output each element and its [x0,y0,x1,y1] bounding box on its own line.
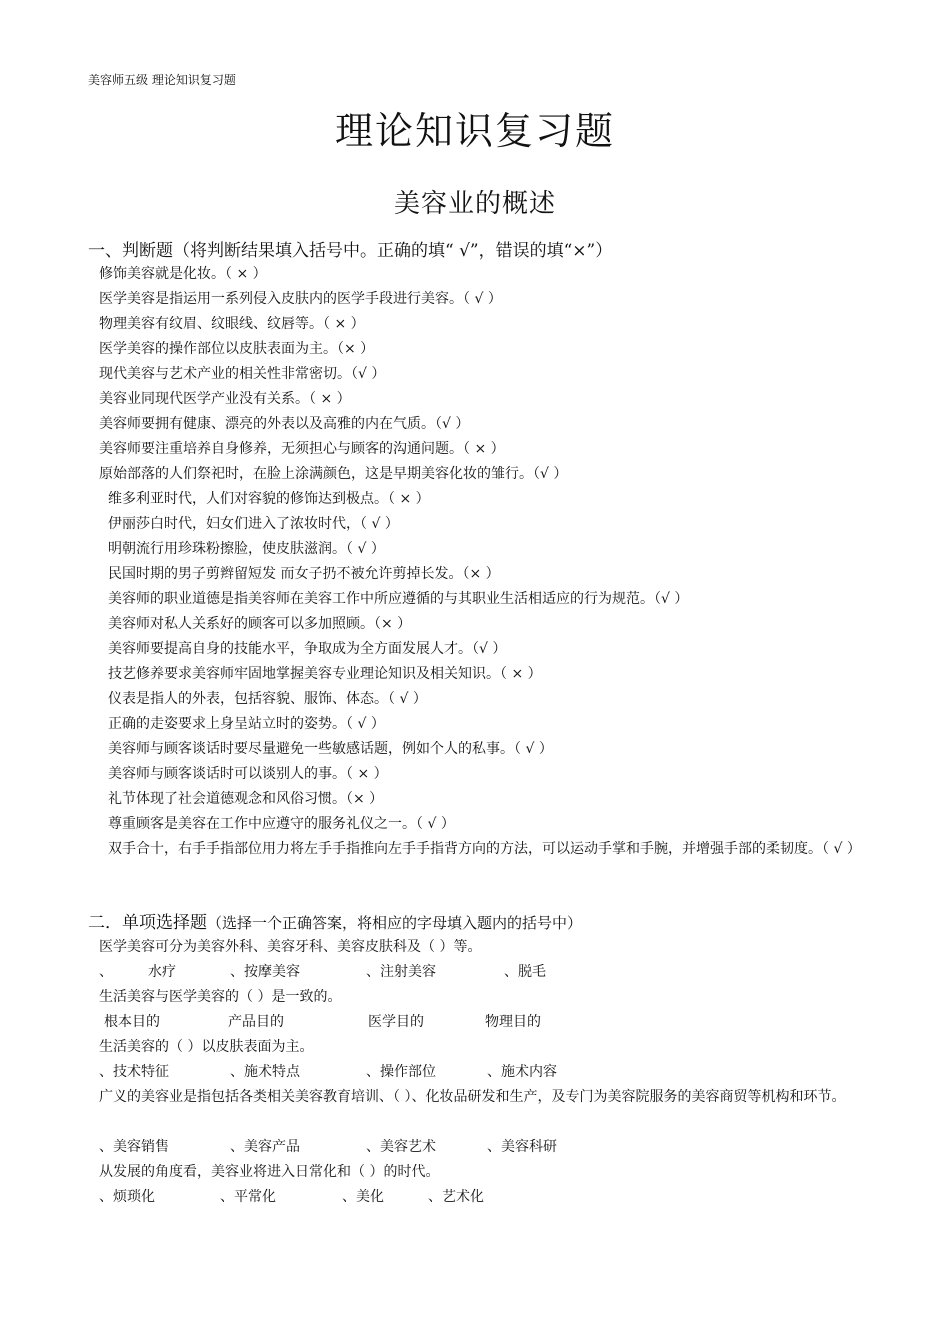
header-note: 美容师五级 理论知识复习题 [88,73,236,87]
choice-option: 、烦琐化 [99,1189,155,1205]
true-false-item: 医学美容的操作部位以皮肤表面为主。（× ） [99,341,375,357]
single-choice-instruction: （选择一个正确答案，将相应的字母填入题内的括号中） [207,914,583,932]
choice-option: 、艺术化 [428,1189,484,1205]
choice-option: 、按摩美容 [230,964,300,980]
choice-option: 医学目的 [368,1014,424,1030]
true-false-heading: 一、判断题（将判断结果填入括号中。正确的填“ √”，错误的填“×”） [88,241,613,261]
choice-option: 、美化 [342,1189,384,1205]
single-choice-title: 二．单项选择题 [88,913,207,933]
choice-option: 、施术内容 [487,1064,557,1080]
true-false-item: 美容师要注重培养自身修养，无须担心与顾客的沟通问题。（ × ） [99,441,505,457]
true-false-item: 原始部落的人们祭祀时，在脸上涂满颜色，这是早期美容化妆的雏行。（√ ） [99,466,568,482]
true-false-item: 正确的走姿要求上身呈站立时的姿势。（ √ ） [108,716,385,732]
true-false-item: 美容师对私人关系好的顾客可以多加照顾。（× ） [108,616,412,632]
true-false-item: 美容师与顾客谈话时可以谈别人的事。（ × ） [108,766,388,782]
true-false-item: 双手合十，右手手指部位用力将左手手指推向左手手指背方向的方法，可以运动手掌和手腕，并增强手部的柔韧度。（ √ ） [108,841,861,857]
choice-option: 、 [99,964,113,980]
true-false-item: 明朝流行用珍珠粉擦脸，使皮肤滋润。（ √ ） [108,541,385,557]
choice-option: 、美容科研 [487,1139,557,1155]
page-title: 理论知识复习题 [334,109,615,153]
true-false-item: 美容师与顾客谈话时要尽量避免一些敏感话题，例如个人的私事。（ √ ） [108,741,553,757]
true-false-item: 维多利亚时代，人们对容貌的修饰达到极点。（ × ） [108,491,430,507]
true-false-item: 现代美容与艺术产业的相关性非常密切。（√ ） [99,366,386,382]
true-false-item: 仪表是指人的外表，包括容貌、服饰、体态。（ √ ） [108,691,427,707]
choice-option: 产品目的 [228,1014,284,1030]
true-false-item: 美容师的职业道德是指美容师在美容工作中所应遵循的与其职业生活相适应的行为规范。（√ ） [108,591,689,607]
choice-option: 、美容产品 [230,1139,300,1155]
choice-option: 、注射美容 [366,964,436,980]
choice-option: 、脱毛 [504,964,546,980]
true-false-item: 修饰美容就是化妆。（ × ） [99,266,267,282]
choice-option: 、美容艺术 [366,1139,436,1155]
choice-option: 物理目的 [485,1014,541,1030]
true-false-item: 礼节体现了社会道德观念和风俗习惯。（× ） [108,791,384,807]
true-false-item: 美容师要拥有健康、漂亮的外表以及高雅的内在气质。（√ ） [99,416,470,432]
true-false-item: 伊丽莎白时代，妇女们进入了浓妆时代，（ √ ） [108,516,399,532]
choice-option: 、平常化 [220,1189,276,1205]
question-stem: 生活美容的（ ）以皮肤表面为主。 [99,1039,314,1055]
choice-option: 水疗 [148,964,176,980]
question-stem: 从发展的角度看，美容业将进入日常化和（ ）的时代。 [99,1164,440,1180]
true-false-item: 技艺修养要求美容师牢固地掌握美容专业理论知识及相关知识。（ × ） [108,666,542,682]
question-stem: 医学美容可分为美容外科、美容牙科、美容皮肤科及（ ）等。 [99,939,482,955]
true-false-item: 尊重顾客是美容在工作中应遵守的服务礼仪之一。（ √ ） [108,816,455,832]
true-false-item: 美容师要提高自身的技能水平，争取成为全方面发展人才。（√ ） [108,641,507,657]
choice-option: 、技术特征 [99,1064,169,1080]
true-false-item: 物理美容有纹眉、纹眼线、纹唇等。（ × ） [99,316,365,332]
question-stem: 生活美容与医学美容的（ ）是一致的。 [99,989,342,1005]
true-false-item: 医学美容是指运用一系列侵入皮肤内的医学手段进行美容。（ √ ） [99,291,502,307]
section-title: 美容业的概述 [393,189,556,219]
choice-option: 、操作部位 [366,1064,436,1080]
true-false-item: 民国时期的男子剪辫留短发 而女子扔不被允许剪掉长发。（× ） [108,566,500,582]
single-choice-heading [88,912,582,934]
question-stem: 广义的美容业是指包括各类相关美容教育培训、（ ）、化妆品研发和生产，及专门为美容院服务的美容商贸等机构和环节。 [99,1089,846,1105]
choice-option: 、施术特点 [230,1064,300,1080]
choice-option: 根本目的 [104,1014,160,1030]
choice-option: 、美容销售 [99,1139,169,1155]
true-false-item: 美容业同现代医学产业没有关系。（ × ） [99,391,351,407]
